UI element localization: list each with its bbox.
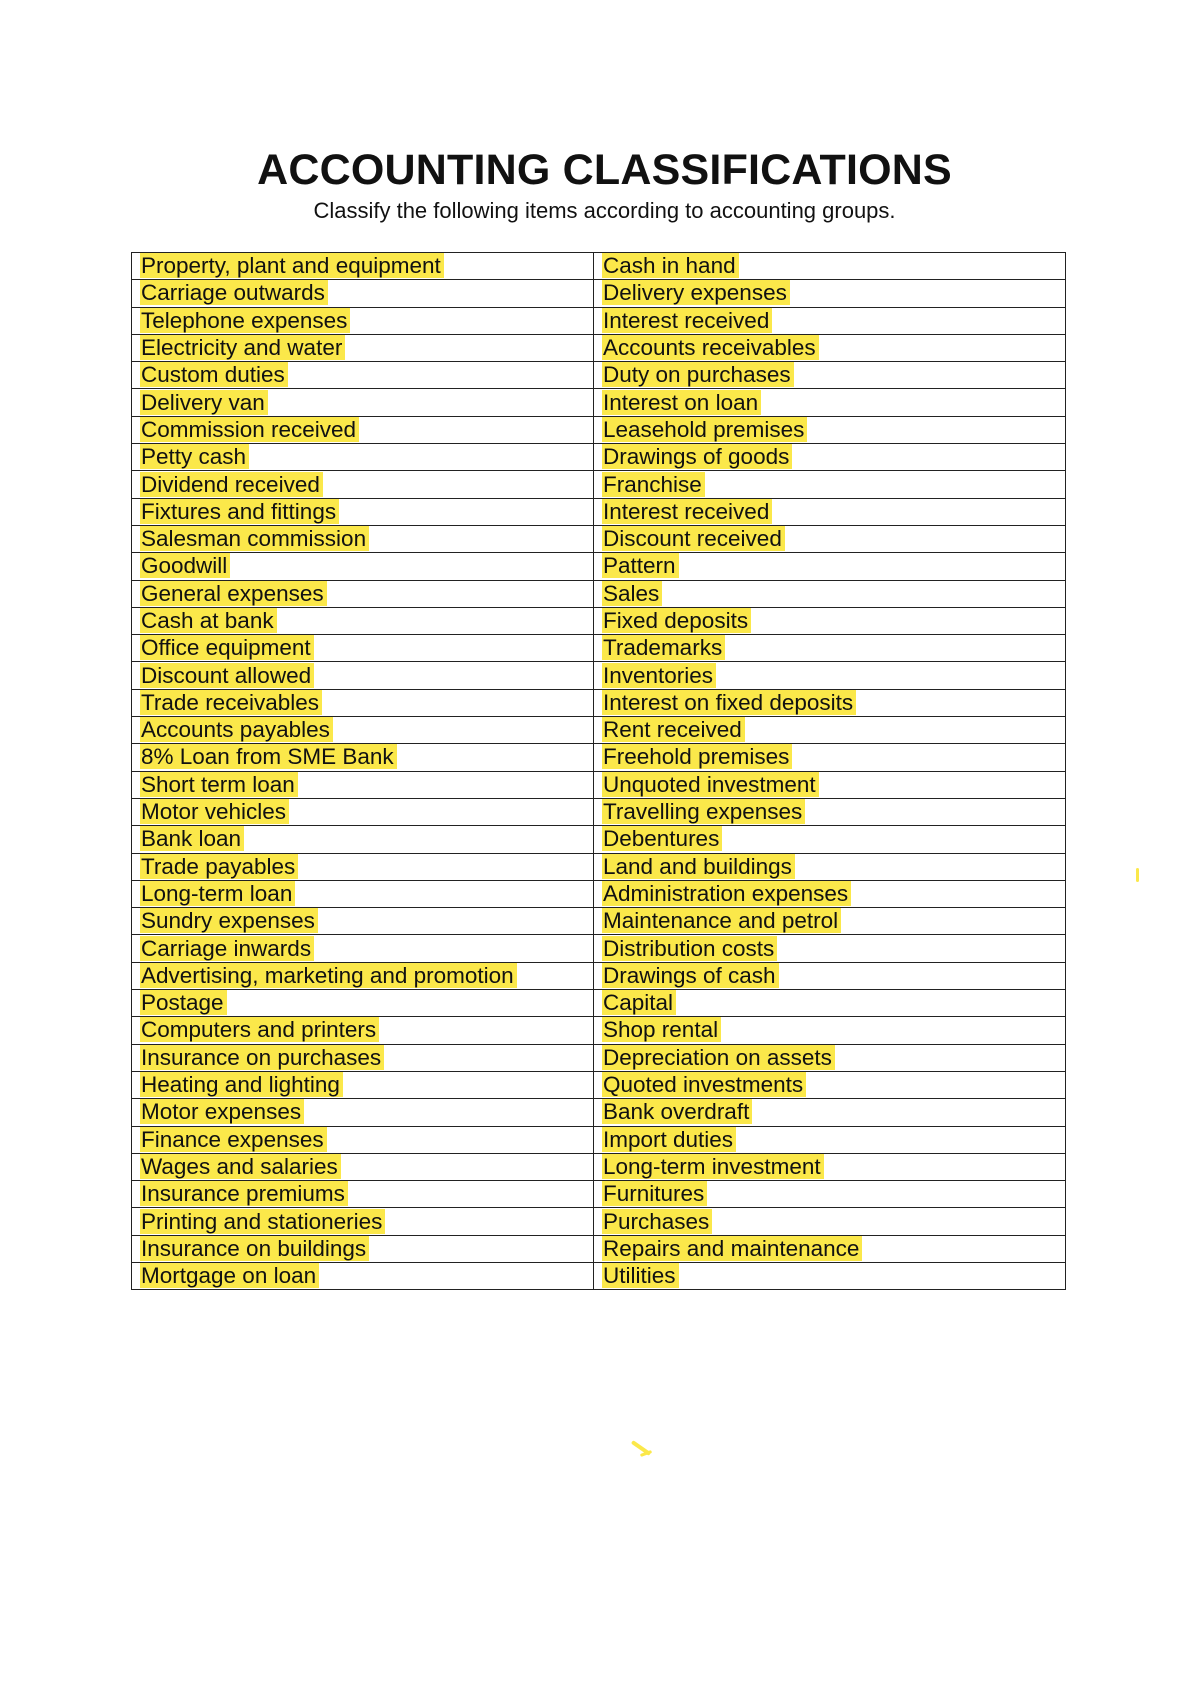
item-label: Maintenance and petrol [602, 908, 841, 933]
item-cell-right [594, 1071, 1066, 1098]
item-cell-left [132, 1153, 594, 1180]
item-label: Long-term investment [602, 1154, 824, 1179]
item-cell-left [132, 1235, 594, 1262]
item-label: Bank loan [140, 826, 244, 851]
table-row [132, 471, 1066, 498]
item-cell-left [132, 1071, 594, 1098]
item-label: Capital [602, 990, 676, 1015]
item-label: Franchise [602, 472, 705, 497]
item-label: Discount allowed [140, 663, 314, 688]
item-cell-right [594, 771, 1066, 798]
table-row [132, 362, 1066, 389]
item-cell-left [132, 580, 594, 607]
highlighter-mark [1136, 868, 1139, 882]
item-label: Duty on purchases [602, 362, 794, 387]
item-label: Interest on loan [602, 390, 761, 415]
item-cell-right [594, 935, 1066, 962]
item-cell-left [132, 717, 594, 744]
item-label: 8% Loan from SME Bank [140, 744, 397, 769]
item-label: Administration expenses [602, 881, 851, 906]
item-label: Insurance on purchases [140, 1045, 384, 1070]
item-cell-right [594, 1262, 1066, 1289]
item-cell-right [594, 798, 1066, 825]
table-row [132, 389, 1066, 416]
table-row [132, 662, 1066, 689]
item-cell-right [594, 362, 1066, 389]
table-row [132, 1126, 1066, 1153]
table-row [132, 689, 1066, 716]
table-row [132, 744, 1066, 771]
item-cell-right [594, 744, 1066, 771]
item-label: Cash in hand [602, 253, 739, 278]
item-cell-left [132, 662, 594, 689]
item-label: Sundry expenses [140, 908, 318, 933]
item-cell-left [132, 635, 594, 662]
item-label: Property, plant and equipment [140, 253, 444, 278]
item-label: Commission received [140, 417, 359, 442]
item-cell-left [132, 362, 594, 389]
table-row [132, 253, 1066, 280]
item-cell-left [132, 253, 594, 280]
item-label: Bank overdraft [602, 1099, 752, 1124]
item-cell-left [132, 1208, 594, 1235]
item-label: Cash at bank [140, 608, 277, 633]
item-label: Insurance premiums [140, 1181, 348, 1206]
item-label: Petty cash [140, 444, 249, 469]
item-label: Furnitures [602, 1181, 707, 1206]
item-cell-left [132, 1262, 594, 1289]
item-cell-left [132, 1099, 594, 1126]
item-cell-right [594, 635, 1066, 662]
item-label: Depreciation on assets [602, 1045, 835, 1070]
table-row [132, 798, 1066, 825]
item-cell-left [132, 880, 594, 907]
item-label: Trade receivables [140, 690, 322, 715]
table-row [132, 580, 1066, 607]
table-row [132, 1235, 1066, 1262]
item-label: Quoted investments [602, 1072, 806, 1097]
table-row [132, 553, 1066, 580]
table-row [132, 416, 1066, 443]
item-label: Freehold premises [602, 744, 792, 769]
item-cell-left [132, 935, 594, 962]
item-label: Import duties [602, 1127, 736, 1152]
page-title: ACCOUNTING CLASSIFICATIONS [257, 146, 952, 194]
item-cell-left [132, 471, 594, 498]
item-label: Short term loan [140, 772, 298, 797]
item-label: Discount received [602, 526, 785, 551]
item-label: Heating and lighting [140, 1072, 343, 1097]
item-cell-right [594, 416, 1066, 443]
table-row [132, 935, 1066, 962]
item-cell-left [132, 498, 594, 525]
item-label: Fixed deposits [602, 608, 751, 633]
item-cell-left [132, 853, 594, 880]
item-cell-left [132, 1017, 594, 1044]
table-row [132, 1099, 1066, 1126]
item-cell-left [132, 744, 594, 771]
item-cell-left [132, 1044, 594, 1071]
item-cell-right [594, 826, 1066, 853]
item-label: Repairs and maintenance [602, 1236, 862, 1261]
item-label: Dividend received [140, 472, 323, 497]
item-cell-left [132, 334, 594, 361]
table-row [132, 1017, 1066, 1044]
item-cell-left [132, 307, 594, 334]
item-label: Custom duties [140, 362, 288, 387]
item-cell-right [594, 990, 1066, 1017]
item-label: Interest received [602, 308, 772, 333]
item-cell-left [132, 771, 594, 798]
table-row [132, 444, 1066, 471]
item-cell-right [594, 1017, 1066, 1044]
item-cell-right [594, 580, 1066, 607]
page-subtitle: Classify the following items according to accounting groups. [313, 198, 896, 223]
item-label: Leasehold premises [602, 417, 807, 442]
item-label: Trade payables [140, 854, 298, 879]
table-row [132, 1071, 1066, 1098]
item-cell-right [594, 471, 1066, 498]
item-label: Interest on fixed deposits [602, 690, 856, 715]
item-cell-right [594, 880, 1066, 907]
item-label: Land and buildings [602, 854, 795, 879]
item-label: Mortgage on loan [140, 1263, 319, 1288]
item-cell-right [594, 1153, 1066, 1180]
item-label: Wages and salaries [140, 1154, 341, 1179]
table-row [132, 1181, 1066, 1208]
item-label: Accounts receivables [602, 335, 819, 360]
table-row [132, 307, 1066, 334]
table-row [132, 1153, 1066, 1180]
item-label: Goodwill [140, 553, 230, 578]
item-cell-right [594, 498, 1066, 525]
item-cell-right [594, 389, 1066, 416]
item-cell-right [594, 962, 1066, 989]
item-label: Unquoted investment [602, 772, 819, 797]
item-cell-right [594, 1126, 1066, 1153]
item-label: Utilities [602, 1263, 679, 1288]
table-row [132, 990, 1066, 1017]
item-label: Drawings of cash [602, 963, 779, 988]
item-cell-left [132, 1126, 594, 1153]
item-cell-right [594, 1235, 1066, 1262]
item-cell-right [594, 1099, 1066, 1126]
table-row [132, 1208, 1066, 1235]
item-cell-left [132, 607, 594, 634]
item-cell-right [594, 444, 1066, 471]
table-row [132, 607, 1066, 634]
table-row [132, 826, 1066, 853]
item-cell-right [594, 607, 1066, 634]
item-cell-left [132, 416, 594, 443]
item-label: Office equipment [140, 635, 314, 660]
item-cell-right [594, 662, 1066, 689]
table-row [132, 771, 1066, 798]
item-cell-right [594, 1044, 1066, 1071]
item-label: Electricity and water [140, 335, 345, 360]
table-row [132, 717, 1066, 744]
classification-table [131, 252, 1066, 1290]
table-row [132, 962, 1066, 989]
item-label: Fixtures and fittings [140, 499, 339, 524]
item-label: Rent received [602, 717, 745, 742]
table-row [132, 1044, 1066, 1071]
item-cell-right [594, 253, 1066, 280]
item-cell-right [594, 307, 1066, 334]
item-label: Finance expenses [140, 1127, 327, 1152]
item-label: Interest received [602, 499, 772, 524]
table-row [132, 525, 1066, 552]
item-label: Distribution costs [602, 936, 777, 961]
item-label: Trademarks [602, 635, 725, 660]
item-cell-right [594, 280, 1066, 307]
item-label: Pattern [602, 553, 679, 578]
item-label: Carriage outwards [140, 280, 328, 305]
item-label: Sales [602, 581, 662, 606]
item-label: Drawings of goods [602, 444, 792, 469]
item-label: Shop rental [602, 1017, 721, 1042]
table-row [132, 635, 1066, 662]
item-cell-left [132, 280, 594, 307]
item-label: Accounts payables [140, 717, 333, 742]
item-cell-left [132, 689, 594, 716]
item-label: General expenses [140, 581, 327, 606]
item-cell-left [132, 1181, 594, 1208]
item-cell-left [132, 525, 594, 552]
item-label: Motor expenses [140, 1099, 304, 1124]
item-cell-right [594, 553, 1066, 580]
item-cell-left [132, 826, 594, 853]
item-cell-left [132, 553, 594, 580]
table-row [132, 334, 1066, 361]
item-label: Insurance on buildings [140, 1236, 369, 1261]
table-row [132, 880, 1066, 907]
item-cell-left [132, 444, 594, 471]
table-row [132, 498, 1066, 525]
item-cell-right [594, 1181, 1066, 1208]
item-cell-right [594, 1208, 1066, 1235]
item-cell-right [594, 853, 1066, 880]
item-cell-left [132, 908, 594, 935]
item-cell-left [132, 990, 594, 1017]
item-cell-right [594, 334, 1066, 361]
table-row [132, 280, 1066, 307]
item-label: Telephone expenses [140, 308, 350, 333]
item-label: Printing and stationeries [140, 1209, 385, 1234]
item-label: Delivery van [140, 390, 268, 415]
item-label: Salesman commission [140, 526, 369, 551]
item-label: Long-term loan [140, 881, 295, 906]
item-label: Motor vehicles [140, 799, 289, 824]
item-label: Postage [140, 990, 227, 1015]
item-label: Delivery expenses [602, 280, 790, 305]
item-label: Carriage inwards [140, 936, 314, 961]
table-row [132, 908, 1066, 935]
item-cell-left [132, 798, 594, 825]
item-cell-left [132, 389, 594, 416]
item-label: Inventories [602, 663, 716, 688]
item-cell-right [594, 908, 1066, 935]
table-row [132, 853, 1066, 880]
item-cell-left [132, 962, 594, 989]
classification-table-body [132, 253, 1066, 1290]
item-label: Debentures [602, 826, 722, 851]
item-label: Purchases [602, 1209, 712, 1234]
table-row [132, 1262, 1066, 1289]
item-cell-right [594, 689, 1066, 716]
item-cell-right [594, 525, 1066, 552]
item-cell-right [594, 717, 1066, 744]
item-label: Travelling expenses [602, 799, 805, 824]
item-label: Advertising, marketing and promotion [140, 963, 517, 988]
item-label: Computers and printers [140, 1017, 379, 1042]
